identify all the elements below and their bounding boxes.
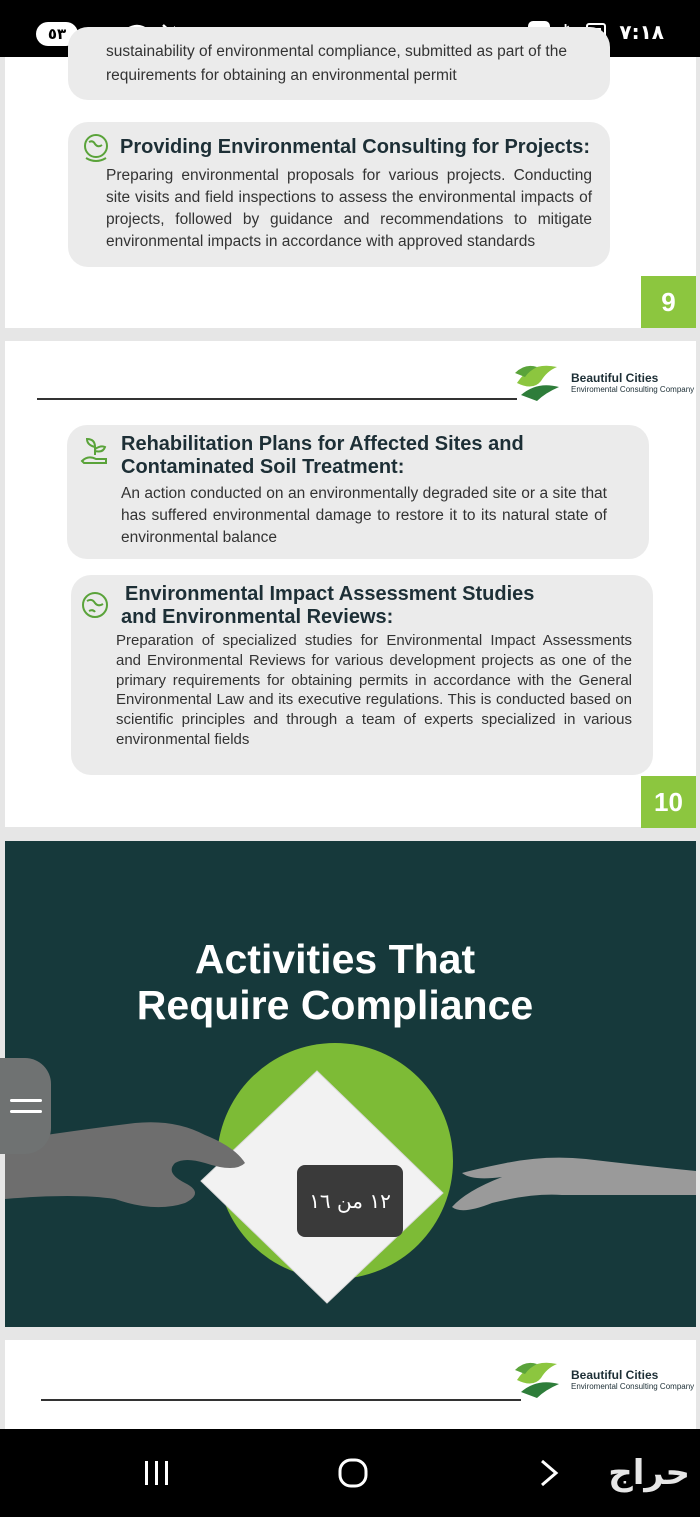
consulting-card xyxy=(68,122,610,267)
company-logo xyxy=(513,361,694,405)
impact-card-body: Preparation of specialized studies for Environmental Impact Assessments and Environmental Reviews for various development projects as one of the primary requirements for obtaining permits in accordance with the General Environmental Law and its executive regulations. This is conducted based on scientific principles and through a team of experts specialized in various environmental fields xyxy=(116,632,632,748)
logo-subtitle: Enviromental Consulting Company xyxy=(571,1381,695,1391)
impact-card-title-line1: Environmental Impact Assessment Studies xyxy=(125,583,535,605)
recent-apps-icon[interactable] xyxy=(142,1457,172,1489)
consulting-card-body: Preparing environmental proposals for various projects. Conducting site visits and field inspections to assess the environmental impacts of projects, followed by guidance and recommendations to mitigate environmental impacts in accordance with approved standards xyxy=(106,167,592,250)
logo-subtitle: Enviromental Consulting Company xyxy=(571,384,695,394)
leaf-logo-icon xyxy=(513,361,565,405)
leaf-logo-icon xyxy=(513,1358,565,1402)
rehabilitation-card-body: An action conducted on an environmentally degraded site or a site that has suffered environmental damage to restore it to its natural state of environmental balance xyxy=(121,485,607,546)
navigation-bar xyxy=(0,1429,700,1517)
page-counter: ١٢ من ١٦ xyxy=(297,1165,403,1237)
cut-text-line2: requirements for obtaining an environmental permit xyxy=(106,67,457,84)
slide-title-line2: Require Compliance xyxy=(136,982,534,1028)
document-page-9 xyxy=(5,43,696,328)
page-number-9: 9 xyxy=(641,276,696,328)
menu-bars-icon xyxy=(10,1091,42,1121)
logo-name: Beautiful Cities xyxy=(571,370,659,385)
back-icon[interactable] xyxy=(538,1457,562,1489)
compliance-card-partial xyxy=(68,27,610,100)
company-logo xyxy=(513,1358,694,1402)
handover-illustration xyxy=(5,841,696,1327)
document-page-12 xyxy=(5,1340,696,1429)
haraj-watermark: حراج xyxy=(608,1453,690,1493)
cut-text-line1: sustainability of environmental compliance, submitted as part of the xyxy=(106,43,567,60)
rehabilitation-card-title-line1: Rehabilitation Plans for Affected Sites and xyxy=(121,433,524,455)
globe-hands-icon xyxy=(80,132,112,164)
consulting-card-title: Providing Environmental Consulting for Projects: xyxy=(120,136,591,158)
document-page-11 xyxy=(5,841,696,1327)
plant-hand-icon xyxy=(79,435,111,467)
battery-indicator: ٥٣ xyxy=(36,22,78,46)
logo-name: Beautiful Cities xyxy=(571,1367,659,1382)
globe-icon xyxy=(79,589,111,621)
impact-card-title-line2: and Environmental Reviews: xyxy=(121,606,394,628)
slide-title-line1: Activities That xyxy=(194,936,476,982)
impact-assessment-card xyxy=(71,575,653,775)
rehabilitation-card-title-line2: Contaminated Soil Treatment: xyxy=(121,456,405,478)
document-page-10 xyxy=(5,341,696,827)
header-divider xyxy=(37,398,517,400)
page-number-10: 10 xyxy=(641,776,696,828)
home-icon[interactable] xyxy=(337,1457,369,1489)
rehabilitation-card xyxy=(67,425,649,559)
header-divider xyxy=(41,1399,521,1401)
side-menu-handle[interactable] xyxy=(0,1058,51,1154)
clock: ٧:١٨ xyxy=(619,20,664,44)
